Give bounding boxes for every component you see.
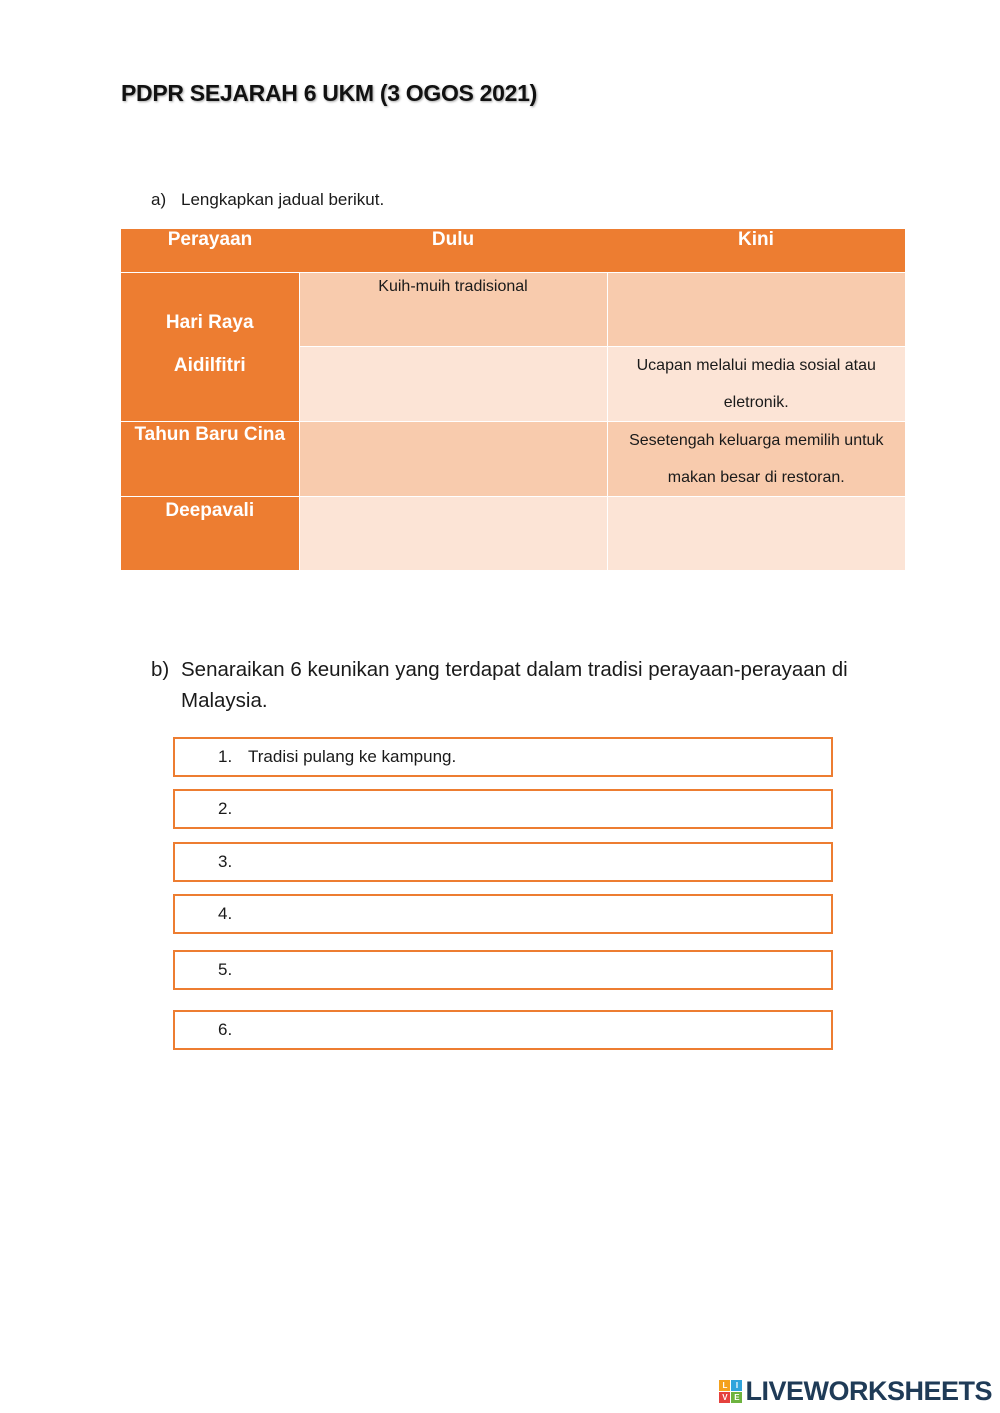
header-perayaan: Perayaan (121, 229, 299, 272)
hari-raya-kini-1[interactable] (607, 272, 905, 346)
question-b-label: b) (151, 658, 170, 681)
hari-raya-line2: Aidilfitri (173, 354, 246, 376)
page-title: PDPR SEJARAH 6 UKM (3 OGOS 2021) (121, 80, 538, 106)
answer-box-6[interactable] (173, 1010, 833, 1050)
cell-text (608, 497, 906, 501)
cell-text (608, 273, 906, 277)
row-head-deepavali: Deepavali (121, 496, 299, 570)
answer-box-2[interactable] (173, 789, 833, 829)
answer-number: 5. (218, 960, 233, 979)
table-row (121, 496, 905, 570)
answer-text: Tradisi pulang ke kampung. (248, 747, 457, 766)
answer-box-4[interactable] (173, 894, 833, 934)
row-head-hari-raya (121, 272, 299, 421)
logo-mark-l: L (719, 1380, 730, 1391)
answer-number: 6. (218, 1020, 233, 1039)
logo-mark-icon (719, 1380, 742, 1403)
table-header-row (121, 229, 905, 272)
question-b-text: Senaraikan 6 keunikan yang terdapat dalam tradisi perayaan-perayaan di Malaysia. (181, 658, 848, 712)
logo-mark-v: V (719, 1392, 730, 1403)
cell-text: Ucapan melalui media sosial atau eletronik. (636, 356, 876, 411)
answer-box-3[interactable] (173, 842, 833, 882)
hari-raya-line1: Hari Raya (165, 311, 254, 333)
tahun-baru-kini[interactable] (607, 421, 905, 496)
hari-raya-kini-2[interactable] (607, 346, 905, 421)
cell-text: Sesetengah keluarga memilih untuk makan besar di restoran. (629, 431, 884, 486)
table-row (121, 272, 905, 346)
question-a-text: Lengkapkan jadual berikut. (181, 190, 385, 209)
answer-number: 1. (218, 747, 233, 766)
hari-raya-dulu-1[interactable] (299, 272, 607, 346)
answer-box-5[interactable] (173, 950, 833, 990)
answer-number: 4. (218, 904, 233, 923)
answer-box-1[interactable] (173, 737, 833, 777)
liveworksheets-logo (719, 1376, 992, 1407)
deepavali-kini[interactable] (607, 496, 905, 570)
hari-raya-dulu-2[interactable] (299, 346, 607, 421)
logo-wordmark: LIVEWORKSHEETS (745, 1376, 992, 1406)
question-a-label: a) (151, 190, 167, 209)
row-head-tahun-baru-cina: Tahun Baru Cina (121, 421, 299, 496)
cell-text (300, 497, 607, 501)
logo-mark-e: E (731, 1392, 742, 1403)
tahun-baru-dulu[interactable] (299, 421, 607, 496)
celebration-table (121, 229, 905, 570)
header-dulu: Dulu (299, 229, 607, 272)
cell-text (300, 422, 607, 426)
answer-number: 3. (218, 852, 233, 871)
table-row (121, 421, 905, 496)
deepavali-dulu[interactable] (299, 496, 607, 570)
answer-number: 2. (218, 799, 233, 818)
question-b (151, 654, 891, 716)
cell-text: Kuih-muih tradisional (378, 277, 528, 295)
header-kini: Kini (607, 229, 905, 272)
cell-text (300, 347, 607, 351)
question-a (151, 190, 384, 210)
logo-mark-i: I (731, 1380, 742, 1391)
